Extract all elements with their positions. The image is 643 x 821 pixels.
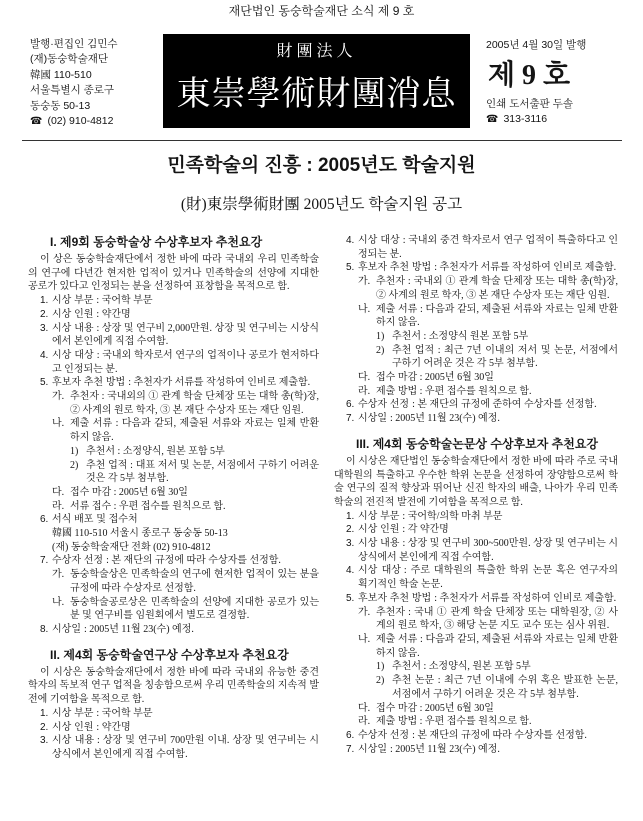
address-city: 서울특별시 종로구 xyxy=(30,84,115,97)
list-item xyxy=(334,371,618,385)
list-item xyxy=(28,349,319,376)
item-marker: 가. xyxy=(52,391,65,403)
list-item xyxy=(334,275,618,302)
list-item xyxy=(334,564,618,591)
item-text: : 국어학 부문 xyxy=(96,295,153,307)
item-text: : 각 약간명 xyxy=(402,524,449,536)
item-marker: 2) xyxy=(376,675,385,687)
item-marker: 가. xyxy=(52,569,65,581)
section-title: 제4회 동숭학술논문상 수상후보자 추천요강 xyxy=(372,436,599,451)
section-heading xyxy=(28,647,319,663)
item-text: 제출 서류 : 다음과 같되, 제출된 서류와 자료는 일체 반환하지 않음. xyxy=(376,633,618,659)
section-intro: 이 시상은 재단법인 동숭학술재단에서 정한 바에 따라 주로 국내 대학원의 특출하고 우수한 학위 논문을 선정하여 장양함으로써 학술 연구의 질적 향상과 뛰어난 신진 학자의 배출, 나아가 우리 민족학술의 전진적 발전에 기여함을 목적으로 함. xyxy=(334,455,618,508)
item-label: 시상 부문 xyxy=(52,707,94,719)
item-marker: 6. xyxy=(346,729,355,741)
item-label: 수상자 선정 xyxy=(358,399,410,411)
item-text: 제출 서류 : 다음과 같되, 제출된 서류와 자료는 일체 반환하지 않음. xyxy=(70,418,319,444)
item-text: : 본 재단의 규정에 준하여 수상자를 선정함. xyxy=(412,399,597,411)
banner-title: 東崇學術財團消息 xyxy=(176,76,457,113)
page-subtitle: (財)東崇學術財團 2005년도 학술지원 공고 xyxy=(180,196,463,213)
item-text: : 약간명 xyxy=(96,721,131,733)
list-item xyxy=(334,729,618,743)
item-marker: 1) xyxy=(70,445,79,457)
item-label: 시상 인원 xyxy=(358,524,400,536)
item-label: 시상 내용 xyxy=(52,735,95,747)
item-text: 추천 업적 : 대표 저서 및 논문, 서점에서 구하기 어려운 것은 각 5부 첨부함. xyxy=(86,459,319,485)
list-item xyxy=(28,486,319,500)
item-label: 후보자 추천 방법 xyxy=(358,262,432,274)
item-label: 시상 부문 xyxy=(52,295,94,307)
item-text: 제출 방법 : 우편 접수를 원칙으로 함. xyxy=(376,716,532,728)
item-label: 시상 내용 xyxy=(52,322,94,334)
item-text: 추천 업적 : 최근 7년 이내의 저서 및 논문, 서점에서 구하기 어려운 것은 각 5부 첨부함. xyxy=(392,344,618,370)
item-marker: 1. xyxy=(346,510,355,522)
list-item xyxy=(334,592,618,606)
item-marker: 2. xyxy=(40,308,49,320)
item-text: 추천자 : 국내외 ① 관계 학술 단체장 또는 대학 총(학)장, ② 사계의 원로 학자, ③ 본 재단 수상자 또는 재단 임원. xyxy=(376,276,618,301)
page-title: 민족학술의 진흥 : 2005년도 학술지원 xyxy=(167,155,476,176)
list-item xyxy=(28,734,319,761)
item-label: 후보자 추천 방법 xyxy=(52,377,126,389)
list-item xyxy=(334,510,618,524)
list-item xyxy=(28,568,319,595)
address-line: 韓國 110-510 서울시 종로구 동숭동 50-13 xyxy=(52,528,228,540)
list-item xyxy=(334,606,618,633)
item-text: : 국내외 학자로서 연구의 업적이나 공로가 현저하다고 인정되는 분. xyxy=(52,349,320,375)
list-item xyxy=(28,554,319,568)
item-marker: 4. xyxy=(346,565,355,577)
publisher-info xyxy=(30,37,158,129)
item-text: 추천서 : 소정양식, 원본 포함 5부 xyxy=(86,445,225,457)
foundation-name: (재)동숭학술재단 xyxy=(30,53,108,66)
item-label: 시상 대상 xyxy=(358,565,401,577)
list-item xyxy=(334,743,618,757)
section-heading xyxy=(28,234,319,250)
item-marker: 1. xyxy=(40,295,49,307)
list-item xyxy=(28,376,319,390)
item-marker: 나. xyxy=(358,303,371,315)
item-marker: 1) xyxy=(376,330,385,342)
item-text: 동숭학술상은 민족학술의 연구에 현저한 업적이 있는 분을 규정에 따라 수상자로 선정함. xyxy=(70,569,319,594)
issue-number: 제 9 호 xyxy=(488,60,571,91)
item-marker: 라. xyxy=(358,716,371,728)
postal-code: 韓國 110-510 xyxy=(30,68,92,81)
list-item xyxy=(28,322,319,349)
item-marker: 3. xyxy=(40,735,49,747)
list-item xyxy=(28,596,319,623)
item-text: : 국어학 부문 xyxy=(96,707,153,719)
list-item xyxy=(28,417,319,444)
item-marker: 다. xyxy=(52,486,65,498)
publisher-name: 발행·편집인 김민수 xyxy=(30,38,118,50)
item-text: 접수 마감 : 2005년 6월 30일 xyxy=(376,372,494,384)
list-item xyxy=(28,294,319,308)
phone-icon xyxy=(30,114,158,129)
item-text: : 본 재단의 규정에 따라 수상자를 선정함. xyxy=(412,729,587,741)
list-item xyxy=(28,459,319,486)
list-item xyxy=(28,707,319,721)
item-label: 시상 내용 xyxy=(358,538,400,550)
list-item xyxy=(334,412,618,426)
section-title: 제4회 동숭학술연구상 수상후보자 추천요강 xyxy=(63,647,289,662)
item-label: 시상일 xyxy=(52,623,81,635)
printer-phone: 313-3116 xyxy=(503,113,548,125)
item-marker: 3. xyxy=(40,322,49,334)
list-item xyxy=(334,398,618,412)
list-item xyxy=(334,261,618,275)
item-text: : 2005년 11월 23(수) 예정. xyxy=(389,413,500,425)
item-text: 제출 서류 : 다음과 같되, 제출된 서류와 자료는 일체 반환하지 않음. xyxy=(376,303,618,329)
item-text: 제출 방법 : 우편 접수를 원칙으로 함. xyxy=(376,385,532,397)
list-item xyxy=(334,330,618,344)
list-item xyxy=(334,702,618,716)
banner xyxy=(163,34,470,128)
item-text: : 2005년 11월 23(수) 예정. xyxy=(83,623,194,635)
item-marker: 7. xyxy=(346,413,355,425)
item-label: 시상일 xyxy=(358,743,387,755)
item-marker: 5. xyxy=(40,377,49,389)
item-text: : 국내외 중견 학자로서 연구 업적이 특출하다고 인정되는 분. xyxy=(358,235,618,260)
masthead-top-line: 재단법인 동숭학술재단 소식 제 9 호 xyxy=(228,4,415,18)
list-item xyxy=(334,344,618,371)
item-marker: 7. xyxy=(346,743,355,755)
item-text: 접수 마감 : 2005년 6월 30일 xyxy=(376,702,494,714)
section-number: I. xyxy=(50,235,57,249)
item-marker: 1. xyxy=(40,707,49,719)
section-intro: 이 시상은 동숭학술재단에서 정한 바에 따라 국내외 유능한 중견 학자의 독보적 연구 업적을 칭송함으로써 우리 민족학술의 지속적 발전에 기여함을 목적으로 함. xyxy=(28,666,319,706)
list-item xyxy=(334,523,618,537)
item-text: : 상장 및 연구비 700만원 이내. 상장 및 연구비는 시상식에서 본인에게 직접 수여함. xyxy=(52,735,319,760)
section-number: II. xyxy=(50,647,61,662)
item-label: 시상일 xyxy=(358,413,387,425)
item-marker: 5. xyxy=(346,592,355,604)
item-marker: 라. xyxy=(358,385,371,397)
list-item xyxy=(334,234,618,261)
item-marker: 가. xyxy=(358,606,371,618)
list-item xyxy=(28,721,319,735)
item-text: 추천서 : 소정양식, 원본 포함 5부 xyxy=(392,661,531,673)
item-marker: 나. xyxy=(52,596,65,608)
list-item xyxy=(334,385,618,399)
issue-info xyxy=(486,38,622,127)
right-column xyxy=(334,234,618,756)
list-item xyxy=(334,303,618,330)
item-label: 시상 인원 xyxy=(52,308,94,320)
item-marker: 라. xyxy=(52,500,65,512)
item-text: 동숭학술공로상은 민족학술의 선양에 지대한 공로가 있는 분 및 연구비를 임원회에서 별도로 결정함. xyxy=(70,596,319,622)
item-marker: 5. xyxy=(346,262,355,274)
list-item xyxy=(334,660,618,674)
item-marker: 6. xyxy=(346,399,355,411)
publisher-phone: (02) 910-4812 xyxy=(47,115,114,128)
item-marker: 나. xyxy=(358,633,371,645)
item-marker: 4. xyxy=(346,235,355,246)
printer-name: 인쇄 도서출판 두솔 xyxy=(486,98,573,110)
phone-icon xyxy=(486,112,622,127)
item-text: : 추천자가 서류를 작성하여 인비로 제출함. xyxy=(434,262,617,274)
item-label: 수상자 선정 xyxy=(52,555,104,567)
list-item xyxy=(28,500,319,514)
banner-subtitle: 財團法人 xyxy=(276,43,357,60)
item-marker: 2) xyxy=(70,459,79,471)
item-marker: 가. xyxy=(358,276,371,288)
item-label: 수상자 선정 xyxy=(358,729,410,741)
left-column xyxy=(28,234,319,762)
item-text: : 본 재단의 규정에 따라 수상자를 선정함. xyxy=(106,555,281,567)
item-label: 시상 대상 xyxy=(52,349,94,361)
section-number: III. xyxy=(356,436,370,451)
item-text: : 약간명 xyxy=(96,308,131,320)
issue-date: 2005년 4월 30일 발행 xyxy=(486,39,587,51)
item-label: 시상 인원 xyxy=(52,721,94,733)
item-marker: 다. xyxy=(358,702,371,714)
item-text: : 추천자가 서류를 작성하여 인비로 제출함. xyxy=(128,377,311,389)
section-title: 제9회 동숭학술상 수상후보자 추천요강 xyxy=(60,235,263,249)
item-text: : 주로 대학원의 특출한 학위 논문 혹은 연구자의 획기적인 학술 논문. xyxy=(358,565,618,591)
list-item xyxy=(28,390,319,417)
item-text: 추천서 : 소정양식 원본 포함 5부 xyxy=(392,330,529,342)
item-text: : 국어학/의학 마취 부문 xyxy=(402,510,503,522)
header-divider xyxy=(22,140,622,141)
item-label: 서식 배포 및 접수처 xyxy=(52,514,138,526)
item-marker: 4. xyxy=(40,349,49,361)
address-street: 동숭동 50-13 xyxy=(30,99,91,112)
item-text: 추천자 : 국내외의 ① 관계 학술 단체장 또는 대학 총(학)장, ② 사계의 원로 학자, ③ 본 재단 수상자 또는 재단 임원. xyxy=(70,391,319,416)
item-text: : 상장 및 연구비 300~500만원. 상장 및 연구비는 시상식에서 본인에게 직접 수여함. xyxy=(358,538,619,563)
list-item xyxy=(28,308,319,322)
list-item xyxy=(334,537,618,564)
item-text: : 추천자가 서류를 작성하여 인비로 제출함. xyxy=(434,592,617,604)
list-item xyxy=(334,674,618,701)
item-text: : 상장 및 연구비 2,000만원. 상장 및 연구비는 시상식에서 본인에게 직접 수여함. xyxy=(52,322,319,348)
item-text: 서류 접수 : 우편 접수를 원칙으로 함. xyxy=(70,500,226,512)
list-item xyxy=(28,445,319,459)
item-text: 추천자 : 국내 ① 관계 학술 단체장 또는 대학원장, ② 사계의 원로 학자, ③ 해당 논문 지도 교수 또는 심사 위원. xyxy=(376,606,618,632)
item-marker: 나. xyxy=(52,418,65,430)
list-item xyxy=(334,715,618,729)
list-item xyxy=(334,633,618,660)
address-line: (재) 동숭학술재단 전화 (02) 910-4812 xyxy=(52,541,211,553)
item-text: 추천 논문 : 최근 7년 이내에 수위 혹은 발표한 논문, 서점에서 구하기 어려운 것은 각 5부 첨부함. xyxy=(392,675,618,700)
item-text: 접수 마감 : 2005년 6월 30일 xyxy=(70,486,188,498)
item-label: 후보자 추천 방법 xyxy=(358,592,432,604)
item-marker: 2. xyxy=(346,524,355,536)
section-heading xyxy=(334,436,618,452)
item-marker: 2. xyxy=(40,721,49,733)
item-marker: 다. xyxy=(358,372,371,384)
list-item xyxy=(28,513,319,527)
item-marker: 6. xyxy=(40,514,49,526)
list-item xyxy=(28,623,319,637)
item-marker: 1) xyxy=(376,661,385,673)
item-marker: 8. xyxy=(40,623,49,635)
item-marker: 2) xyxy=(376,344,385,356)
item-marker: 3. xyxy=(346,538,355,550)
item-label: 시상 대상 xyxy=(358,235,400,246)
item-label: 시상 부문 xyxy=(358,510,400,522)
item-text: : 2005년 11월 23(수) 예정. xyxy=(389,743,500,755)
section-intro: 이 상은 동숭학술재단에서 정한 바에 따라 국내외 우리 민족학술의 연구에 다년간 현저한 업적이 있거나 민족학술의 선양에 지대한 공로가 있다고 인정되는 분을 선정하여 표창함을 목적으로 함. xyxy=(28,254,319,293)
item-marker: 7. xyxy=(40,555,49,567)
